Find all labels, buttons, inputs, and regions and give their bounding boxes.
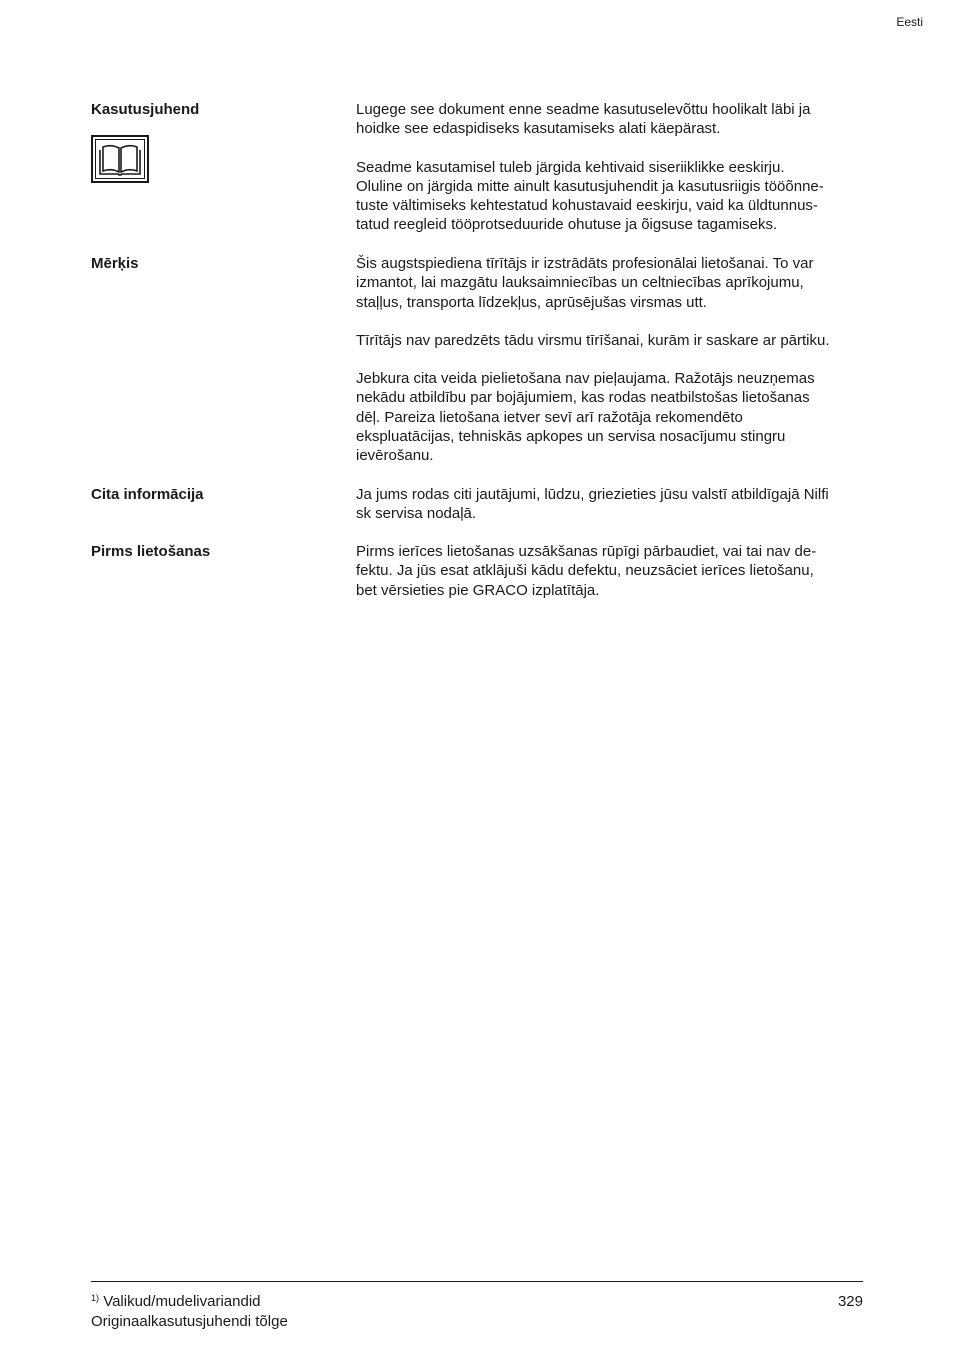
language-label: Eesti xyxy=(896,15,923,29)
book-icon xyxy=(91,135,149,183)
footnote xyxy=(91,1292,288,1312)
paragraph: Lugege see dokument enne seadme kasutuselevõttu hoolikalt läbi ja hoidke see edaspidiseks kasutamiseks alati käepärast. xyxy=(356,101,811,138)
section-body xyxy=(356,254,868,485)
paragraph: Tīrītājs nav paredzēts tādu virsmu tīrīšanai, kurām ir saskare ar pārtiku. xyxy=(356,331,830,349)
footnote-text: Valikud/mudelivariandid xyxy=(103,1293,261,1310)
footer-divider xyxy=(91,1281,863,1282)
section-heading: Cita informācija xyxy=(91,486,204,503)
page-number: 329 xyxy=(837,1293,863,1310)
section-body xyxy=(356,485,868,543)
section-heading: Pirms lietošanas xyxy=(91,543,211,560)
paragraph: Jebkura cita veida pielietošana nav pieļaujama. Ražotājs neuzņemas nekādu atbildību par bojājumiem, kas rodas neatbilstošas lietošanas dēļ. Pareiza lietošana ietver sevī arī ražotāja rekomendēto ekspluatācijas, tehniskās apkopes un servisa nosacījumu stingru ievērošanu. xyxy=(356,370,815,465)
paragraph: Seadme kasutamisel tuleb järgida kehtivaid siseriiklikke eeskirju. Oluline on järgida mitte ainult kasutusjuhendit ja kasutusriigis tööõnne- tuste vältimiseks kehtestatud kohustavaid eeskirju, vaid ka üldtunnus- tatud reegleid tööprotseduuride ohutuse ja õigsuse tagamiseks. xyxy=(356,158,824,234)
section-body xyxy=(356,542,868,619)
section-cita-informacija xyxy=(91,485,863,535)
section-heading: Kasutusjuhend xyxy=(91,101,200,118)
section-heading: Mērķis xyxy=(91,255,139,272)
section-body xyxy=(356,100,868,254)
paragraph: Šis augstspiediena tīrītājs ir izstrādāts profesionālai lietošanai. To var izmantot, lai mazgātu lauksaimniecības un celtniecības aprīkojumu, staļļus, transporta līdzekļus, aprūsējušas virsmas utt. xyxy=(356,255,814,311)
footnote-marker: 1) xyxy=(91,1293,100,1303)
section-merkis xyxy=(91,254,863,474)
paragraph: Pirms ierīces lietošanas uzsākšanas rūpīgi pārbaudiet, vai tai nav de- fektu. Ja jūs esat atklājuši kādu defektu, neuzsāciet ierīces lietošanu, bet vērsieties pie GRACO izplatītāja. xyxy=(356,543,817,599)
section-kasutusjuhend xyxy=(91,100,863,240)
section-pirms-lietosanas xyxy=(91,542,863,612)
translation-note: Originaalkasutusjuhendi tõlge xyxy=(91,1312,288,1330)
paragraph: Ja jums rodas citi jautājumi, lūdzu, griezieties jūsu valstī atbildīgajā Nilfi sk servisa nodaļā. xyxy=(356,486,829,523)
footer-notes xyxy=(91,1292,288,1331)
